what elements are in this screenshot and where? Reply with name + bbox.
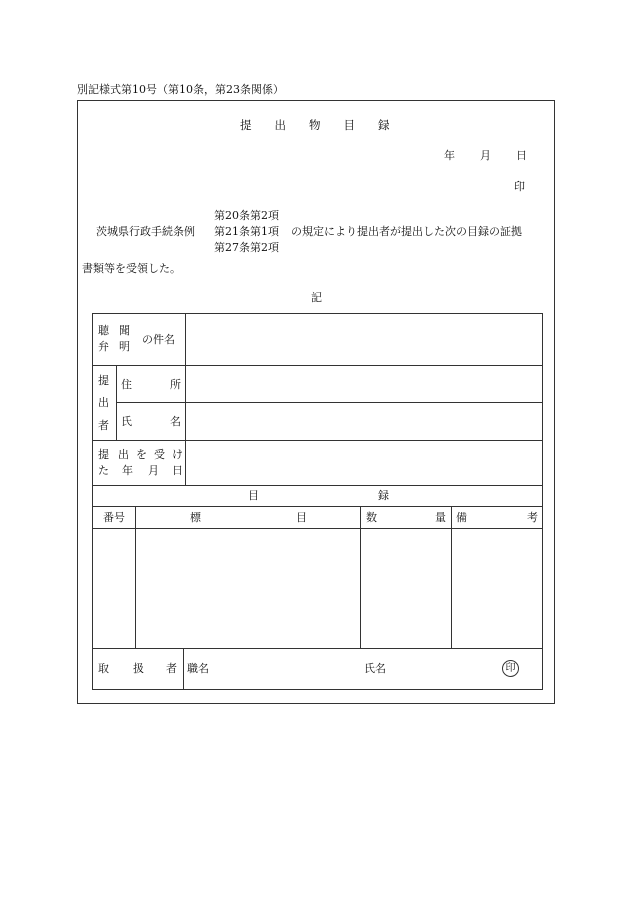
row-divider bbox=[92, 506, 543, 507]
body-text-line1: の規定により提出者が提出した次の目録の証拠 bbox=[291, 225, 522, 238]
submitter-char: 出 bbox=[98, 396, 109, 409]
received-char: を bbox=[136, 448, 147, 461]
column-header-remarks-char: 考 bbox=[527, 511, 538, 524]
position-label: 職名 bbox=[187, 662, 209, 675]
column-divider bbox=[116, 365, 117, 440]
address-label-char: 所 bbox=[170, 378, 181, 391]
hearing-char: 聴 bbox=[98, 324, 109, 337]
document-title: 提 出 物 目 録 bbox=[240, 118, 390, 132]
date-day-label: 日 bbox=[516, 149, 527, 162]
row-divider bbox=[92, 648, 543, 649]
submitter-char: 者 bbox=[98, 419, 109, 432]
column-divider bbox=[135, 506, 136, 648]
row-divider bbox=[92, 528, 543, 529]
date-year-label: 年 bbox=[444, 149, 455, 162]
received-char: 月 bbox=[148, 464, 159, 477]
column-divider bbox=[360, 506, 361, 648]
submitter-char: 提 bbox=[98, 374, 109, 387]
received-char: 受 bbox=[154, 448, 165, 461]
column-divider bbox=[451, 506, 452, 648]
article-3: 第27条第2項 bbox=[214, 241, 279, 254]
row-divider bbox=[92, 365, 543, 366]
handler-name-label: 氏名 bbox=[364, 662, 386, 675]
received-char: 提 bbox=[98, 448, 109, 461]
received-char: け bbox=[172, 448, 183, 461]
ki-heading: 記 bbox=[311, 291, 322, 304]
column-divider bbox=[185, 313, 186, 485]
form-number: 別記様式第10号（第10条，第23条関係） bbox=[77, 83, 284, 96]
received-char: 日 bbox=[172, 464, 183, 477]
row-divider bbox=[92, 485, 543, 486]
submission-table bbox=[92, 313, 543, 690]
ordinance-name: 茨城県行政手続条例 bbox=[96, 225, 195, 238]
name-label-char: 名 bbox=[170, 415, 181, 428]
column-header-remarks-char: 備 bbox=[456, 511, 467, 524]
column-header-quantity-char: 量 bbox=[435, 511, 446, 524]
handler-char: 取 bbox=[98, 662, 109, 675]
name-label-char: 氏 bbox=[121, 415, 132, 428]
date-month-label: 月 bbox=[480, 149, 491, 162]
handler-char: 者 bbox=[166, 662, 177, 675]
row-divider bbox=[92, 440, 543, 441]
body-text-line2: 書類等を受領した。 bbox=[82, 262, 181, 275]
seal-stamp-icon: 印 bbox=[502, 660, 519, 677]
column-divider bbox=[183, 648, 184, 690]
column-header-number: 番号 bbox=[103, 511, 125, 524]
column-header-title-char: 標 bbox=[190, 511, 201, 524]
handler-char: 扱 bbox=[133, 662, 144, 675]
article-2: 第21条第1項 bbox=[214, 225, 279, 238]
case-name-label: の件名 bbox=[142, 333, 175, 346]
hearing-char: 弁 bbox=[98, 340, 109, 353]
received-char: 出 bbox=[118, 448, 129, 461]
hearing-char: 明 bbox=[119, 340, 130, 353]
hearing-char: 聞 bbox=[119, 324, 130, 337]
received-char: た bbox=[98, 464, 109, 477]
list-header-char: 録 bbox=[378, 489, 389, 502]
address-label-char: 住 bbox=[121, 378, 132, 391]
received-char: 年 bbox=[122, 464, 133, 477]
article-1: 第20条第2項 bbox=[214, 209, 279, 222]
list-header-char: 目 bbox=[248, 489, 259, 502]
column-header-quantity-char: 数 bbox=[366, 511, 377, 524]
row-divider bbox=[116, 402, 543, 403]
seal-mark-top: 印 bbox=[514, 180, 525, 193]
column-header-title-char: 目 bbox=[296, 511, 307, 524]
